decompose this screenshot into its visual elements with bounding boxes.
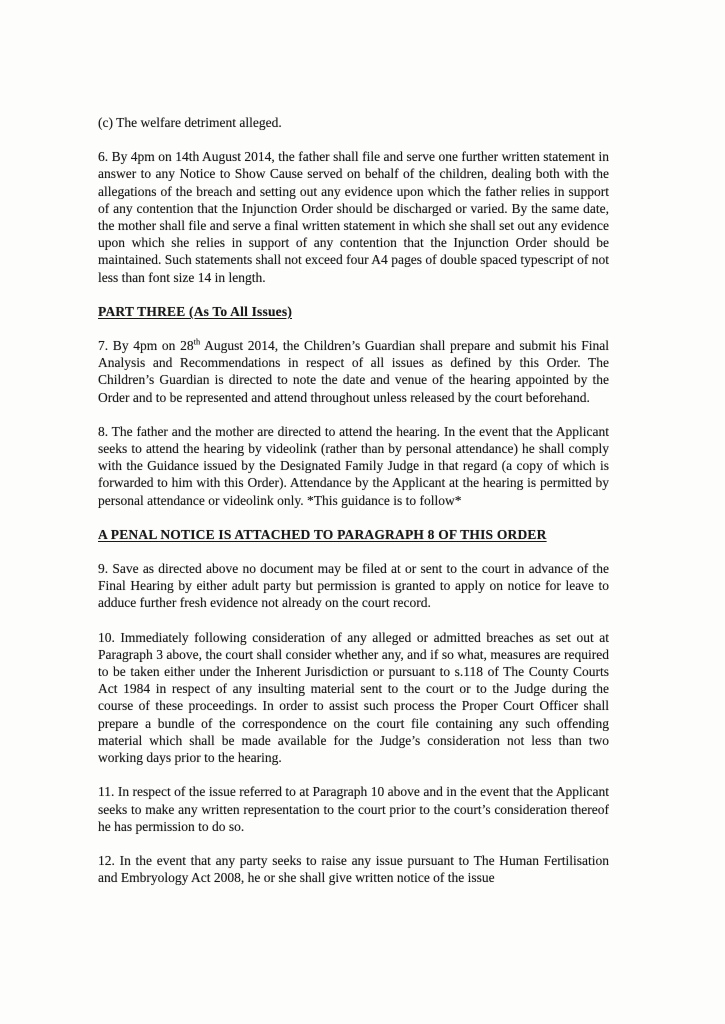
- paragraph-8: 8. The father and the mother are directed to attend the hearing. In the event that the Applicant seeks to attend the hearing by videolink (rather than by personal attendance) he shall comply with the Guidance issued by the Designated Family Judge in that regard (a copy of which is forwarded to him with this Order). Attendance by the Applicant at the hearing is permitted by personal attendance or videolink only. *This guidance is to follow*: [98, 423, 609, 508]
- ordinal-superscript: th: [193, 337, 201, 347]
- paragraph-12: 12. In the event that any party seeks to raise any issue pursuant to The Human Fertilisation and Embryology Act 2008, he or she shall give written notice of the issue: [98, 852, 609, 886]
- paragraph-7-text-pre: 7. By 4pm on 28: [98, 338, 194, 354]
- paragraph-11: 11. In respect of the issue referred to at Paragraph 10 above and in the event that the Applicant seeks to make any written representation to the court prior to the court’s consideration thereof he has permission to do so.: [98, 784, 609, 834]
- paragraph-6: 6. By 4pm on 14th August 2014, the father shall file and serve one further written statement in answer to any Notice to Show Cause served on behalf of the children, dealing both with the allegations of the breach and setting out any evidence upon which the father relies in support of any contention that the Injunction Order should be discharged or varied. By the same date, the mother shall file and serve a final written statement in which she shall set out any evidence upon which she relies in support of any contention that the Injunction Order should be maintained. Such statements shall not exceed four A4 pages of double spaced typescript of not less than font size 14 in length.: [98, 149, 609, 285]
- paragraph-10: 10. Immediately following consideration of any alleged or admitted breaches as set out at Paragraph 3 above, the court shall consider whether any, and if so what, measures are required to be taken either under the Inherent Jurisdiction or pursuant to s.118 of The County Courts Act 1984 in respect of any insulting material sent to the court or to the Judge during the course of these proceedings. In order to assist such process the Proper Court Officer shall prepare a bundle of the correspondence on the court file containing any such offending material which shall be made available for the Judge’s consideration not less than two working days prior to the hearing.: [98, 629, 609, 766]
- heading-penal-notice: A PENAL NOTICE IS ATTACHED TO PARAGRAPH 8 OF THIS ORDER: [98, 526, 547, 542]
- paragraph-7-text-post: August 2014, the Children’s Guardian shall prepare and submit his Final Analysis and Recommendations in respect of all issues as defined by this Order. The Children’s Guardian is directed to note the date and venue of the hearing appointed by the Order and to be represented and attend throughout unless released by the court beforehand.: [98, 338, 609, 405]
- clause-welfare-detriment: (c) The welfare detriment alleged.: [98, 115, 282, 130]
- heading-part-three: PART THREE (As To All Issues): [98, 303, 293, 319]
- paragraph-9: 9. Save as directed above no document may be filed at or sent to the court in advance of the Final Hearing by either adult party but permission is granted to apply on notice for leave to adduce further fresh evidence not already on the court record.: [98, 561, 609, 611]
- paragraph-7: [98, 337, 609, 406]
